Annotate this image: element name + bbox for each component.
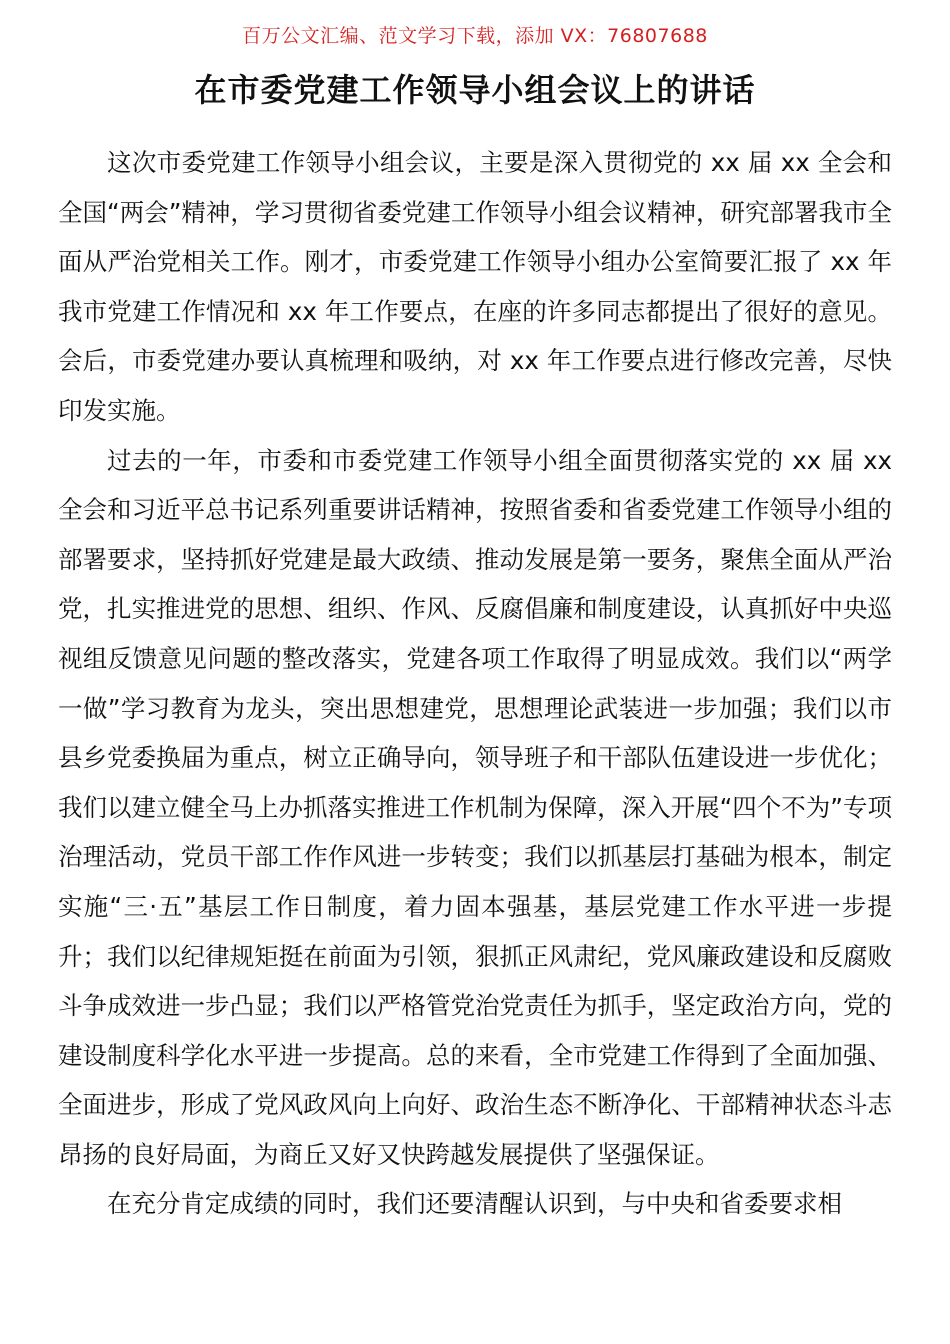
paragraph-2: 过去的一年，市委和市委党建工作领导小组全面贯彻落实党的 xx 届 xx 全会和习近平总书记系列重要讲话精神，按照省委和省委党建工作领导小组的部署要求，坚持抓好党建是最大政绩、推动发展是第一要务，聚焦全面从严治党，扎实推进党的思想、组织、作风、反腐倡廉和制度建设，认真抓好中央巡视组反馈意见问题的整改落实，党建各项工作取得了明显成效。我们以“两学一做”学习教育为龙头，突出思想建党，思想理论武装进一步加强；我们以市县乡党委换届为重点，树立正确导向，领导班子和干部队伍建设进一步优化；我们以建立健全马上办抓落实推进工作机制为保障，深入开展“四个不为”专项治理活动，党员干部工作作风进一步转变；我们以抓基层打基础为根本，制定实施“三·五”基层工作日制度，着力固本强基，基层党建工作水平进一步提升；我们以纪律规矩挺在前面为引领，狠抓正风肃纪，党风廉政建设和反腐败斗争成效进一步凸显；我们以严格管党治党责任为抓手，坚定政治方向，党的建设制度科学化水平进一步提高。总的来看，全市党建工作得到了全面加强、全面进步，形成了党风政风向上向好、政治生态不断净化、干部精神状态斗志昂扬的良好局面，为商丘又好又快跨越发展提供了坚强保证。 <box>58 445 892 1169</box>
paragraph-3: 在充分肯定成绩的同时，我们还要清醒认识到，与中央和省委要求相 <box>107 1189 842 1219</box>
document-title: 在市委党建工作领导小组会议上的讲话 <box>194 71 756 109</box>
header-banner: 百万公文汇编、范文学习下载，添加 VX：76807688 <box>242 25 708 47</box>
paragraph-1: 这次市委党建工作领导小组会议，主要是深入贯彻党的 xx 届 xx 全会和全国“两会”精神，学习贯彻省委党建工作领导小组会议精神，研究部署我市全面从严治党相关工作。刚才，市委党建工作领导小组办公室简要汇报了 xx 年我市党建工作情况和 xx 年工作要点，在座的许多同志都提出了很好的意见。会后，市委党建办要认真梳理和吸纳，对 xx 年工作要点进行修改完善，尽快印发实施。 <box>58 148 892 425</box>
document-body <box>58 138 892 1229</box>
